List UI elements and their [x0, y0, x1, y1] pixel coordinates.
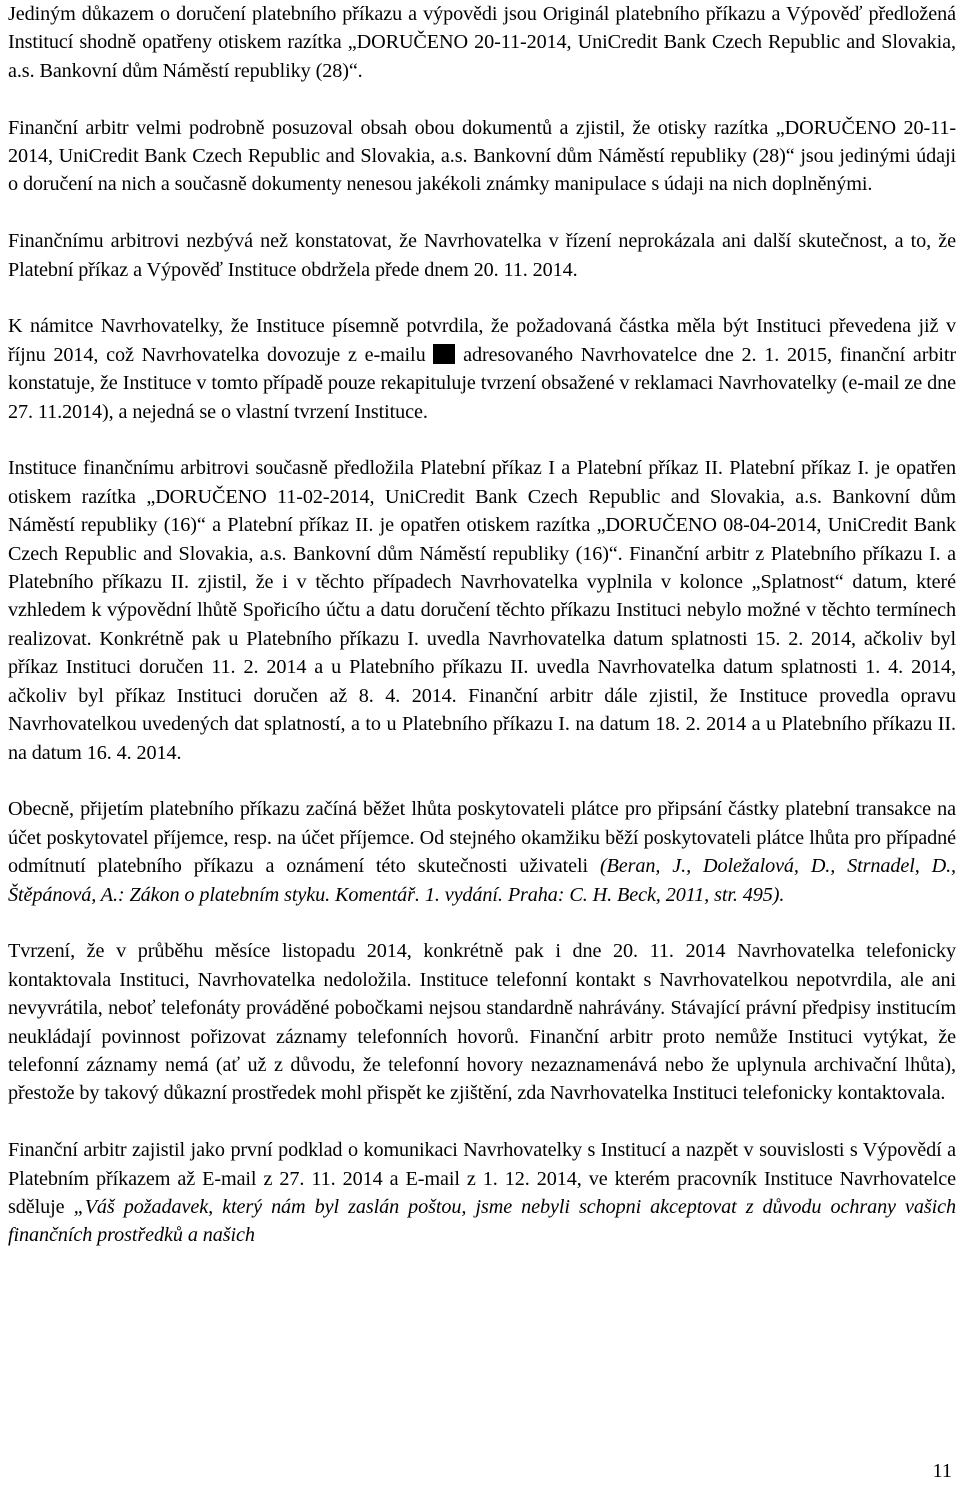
paragraph-6-text: Obecně, přijetím platebního příkazu začíná běžet lhůta poskytovateli plátce pro připsání částky platební transakce na účet poskytovatel příjemce, resp. na účet příjemce. Od stejného okamžiku běží poskytovateli plátce lhůta pro případné odmítnutí platebního příkazu a oznámení této skutečnosti uživateli [8, 798, 956, 878]
paragraph-3: Finančnímu arbitrovi nezbývá než konstatovat, že Navrhovatelka v řízení neprokázala ani další skutečnost, a to, že Platební příkaz a Výpověď Instituce obdržela přede dnem 20. 11. 2014. [8, 230, 956, 281]
redaction-block [433, 344, 455, 364]
document-page [8, 0, 956, 1250]
paragraph-6 [8, 795, 956, 909]
paragraph-7: Tvrzení, že v průběhu měsíce listopadu 2014, konkrétně pak i dne 20. 11. 2014 Navrhovatelka telefonicky kontaktovala Instituci, Navrhovatelka nedoložila. Instituce telefonní kontakt s Navrhovatelkou nepotvrdila, ale ani nevyvrátila, neboť telefonáty prováděné pobočkami nejsou standardně nahrávány. Stávající právní předpisy institucím neukládají povinnost pořizovat záznamy telefonních hovorů. Finanční arbitr proto nemůže Instituci vytýkat, že telefonní záznamy nemá (ať už z důvodu, že telefonní hovory nezaznamenává nebo že uplynula archivační lhůta), přestože by takový důkazní prostředek mohl přispět ke zjištění, zda Navrhovatelka Instituci telefonicky kontaktovala. [8, 940, 956, 1105]
paragraph-8-text: Finanční arbitr zajistil jako první podklad o komunikaci Navrhovatelky s Institucí a nazpět v souvislosti s Výpovědí a Platebním příkazem až E-mail z 27. 11. 2014 a E-mail z 1. 12. 2014, ve kterém pracovník Instituce Navrhovatelce sděluje [8, 1139, 956, 1218]
paragraph-4-text-after: adresovaného Navrhovatelce dne 2. 1. 2015, finanční arbitr konstatuje, že Instituce v tomto případě pouze rekapituluje tvrzení obsažené v reklamaci Navrhovatelky (e-mail ze dne 27. 11.2014), a nejedná se o vlastní tvrzení Instituce. [8, 343, 956, 423]
page-number: 11 [932, 1460, 952, 1482]
paragraph-8 [8, 1136, 956, 1250]
paragraph-2: Finanční arbitr velmi podrobně posuzoval obsah obou dokumentů a zjistil, že otisky razítka „DORUČENO 20-11-2014, UniCredit Bank Czech Republic and Slovakia, a.s. Bankovní dům Náměstí republiky (28)“ jsou jedinými údaji o doručení na nich a současně dokumenty nenesou jakékoli známky manipulace s údaji na nich doplněnými. [8, 116, 956, 196]
quote: „Váš požadavek, který nám byl zaslán poštou, jsme nebyli schopni akceptovat z důvodu ochrany vašich finančních prostředků a našich [8, 1195, 956, 1247]
paragraph-4 [8, 312, 956, 426]
paragraph-1: Jediným důkazem o doručení platebního příkazu a výpovědi jsou Originál platebního příkazu a Výpověď předložená Institucí shodně opatřeny otiskem razítka „DORUČENO 20-11-2014, UniCredit Bank Czech Republic and Slovakia, a.s. Bankovní dům Náměstí republiky (28)“. [8, 3, 956, 82]
paragraph-4-text-before: K námitce Navrhovatelky, že Instituce písemně potvrdila, že požadovaná částka měla být Instituci převedena již v říjnu 2014, což Navrhovatelka dovozuje z e-mailu [8, 315, 956, 366]
paragraph-5: Instituce finančnímu arbitrovi současně předložila Platební příkaz I a Platební příkaz II. Platební příkaz I. je opatřen otiskem razítka „DORUČENO 11-02-2014, UniCredit Bank Czech Republic and Slovakia, a.s. Bankovní dům Náměstí republiky (16)“ a Platební příkaz II. je opatřen otiskem razítka „DORUČENO 08-04-2014, UniCredit Bank Czech Republic and Slovakia, a.s. Bankovní dům Náměstí republiky (16)“. Finanční arbitr z Platebního příkazu I. a Platebního příkazu II. zjistil, že i v těchto případech Navrhovatelka vyplnila v kolonce „Splatnost“ datum, které vzhledem k výpovědní lhůtě Spořicího účtu a datu doručení těchto příkazu Instituci nebylo možné v těchto termínech realizovat. Konkrétně pak u Platebního příkazu I. uvedla Navrhovatelka datum splatnosti 15. 2. 2014, ačkoliv byl příkaz Instituci doručen 11. 2. 2014 a u Platebního příkazu II. uvedla Navrhovatelka datum splatnosti 1. 4. 2014, ačkoliv byl příkaz Instituci doručen až 8. 4. 2014. Finanční arbitr dále zjistil, že Instituce provedla opravu Navrhovatelkou uvedených dat splatností, a to u Platebního příkazu I. na datum 18. 2. 2014 a u Platebního příkazu II. na datum 16. 4. 2014. [8, 457, 956, 764]
citation: (Beran, J., Doležalová, D., Strnadel, D., Štěpánová, A.: Zákon o platebním styku. Komentář. 1. vydání. Praha: C. H. Beck, 2011, str. 495). [8, 855, 956, 906]
